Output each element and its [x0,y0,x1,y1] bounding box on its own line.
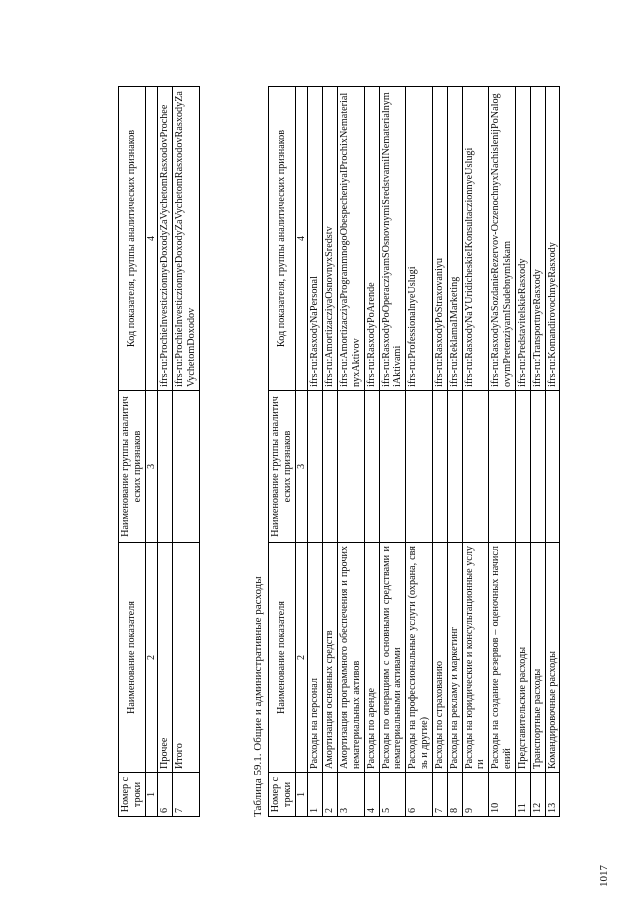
table-row [158,87,173,817]
column-index: 1 [145,773,158,817]
table-row [530,87,545,817]
header-indicator-name: Наименование показателя [269,543,296,773]
group-name [489,391,516,543]
indicator-code: ifrs-ru:PredstavitelskieRasxody [515,87,530,391]
table-header-row [269,87,296,817]
table-row [364,87,379,817]
header-code: Код показателя, группы аналитических признаков [119,87,146,391]
indicator-name: Расходы на профессиональные услуги (охрана, связь и другие) [406,543,433,773]
row-number: 7 [173,773,200,817]
table-row [379,87,406,817]
column-index: 3 [295,391,308,543]
header-row-number: Номер строки [119,773,146,817]
header-group-name: Наименование группы аналитических признаков [119,391,146,543]
indicator-code: ifrs-ru:TransportnyeRasxody [530,87,545,391]
indicator-code: ifrs-ru:AmortizacziyaProgrammnogoObespecheniyaIProchixNematerialnyxAktivov [338,87,365,391]
table-row [545,87,560,817]
group-name [173,391,200,543]
table-row [462,87,489,817]
row-number: 4 [364,773,379,817]
header-row-number: Номер строки [269,773,296,817]
header-code: Код показателя, группы аналитических признаков [269,87,296,391]
table-main-body [269,87,560,817]
header-indicator-name: Наименование показателя [119,543,146,773]
indicator-code: ifrs-ru:RasxodyNaPersonal [308,87,323,391]
table-header-row [119,87,146,817]
row-number: 13 [545,773,560,817]
row-number: 7 [432,773,447,817]
indicator-code: ifrs-ru:ReklamaIMarketing [447,87,462,391]
table-top [118,86,200,817]
column-index: 4 [145,87,158,391]
group-name [338,391,365,543]
group-name [545,391,560,543]
indicator-name: Расходы по аренде [364,543,379,773]
row-number: 3 [338,773,365,817]
indicator-name: Прочее [158,543,173,773]
group-name [406,391,433,543]
group-name [158,391,173,543]
indicator-name: Представительские расходы [515,543,530,773]
table-row [447,87,462,817]
column-index: 4 [295,87,308,391]
group-name [323,391,338,543]
group-name [515,391,530,543]
row-number: 9 [462,773,489,817]
row-number: 8 [447,773,462,817]
indicator-code: ifrs-ru:RasxodyPoStraxovaniyu [432,87,447,391]
group-name [364,391,379,543]
table-row [432,87,447,817]
row-number: 11 [515,773,530,817]
column-index-row [145,87,158,817]
table-row [489,87,516,817]
table-top-body [119,87,200,817]
group-name [462,391,489,543]
table-main [268,86,560,817]
column-index: 1 [295,773,308,817]
row-number: 6 [158,773,173,817]
table-row [308,87,323,817]
row-number: 6 [406,773,433,817]
indicator-code: ifrs-ru:RasxodyPoArende [364,87,379,391]
indicator-name: Расходы на персонал [308,543,323,773]
group-name [308,391,323,543]
table-row [338,87,365,817]
indicator-name: Итого [173,543,200,773]
indicator-code: ifrs-ru:RasxodyNaYUridicheskieIKonsultaczionnyeUslugi [462,87,489,391]
indicator-name: Амортизация программного обеспечения и прочих нематериальных активов [338,543,365,773]
indicator-name: Расходы на создание резервов – оценочных начислений [489,543,516,773]
indicator-name: Расходы по страхованию [432,543,447,773]
column-index-row [295,87,308,817]
table-row [173,87,200,817]
table-row [406,87,433,817]
row-number: 10 [489,773,516,817]
page-number: 1017 [598,865,610,887]
header-group-name: Наименование группы аналитических признаков [269,391,296,543]
indicator-code: ifrs-ru:AmortizacziyaOsnovnyxSredstv [323,87,338,391]
group-name [379,391,406,543]
row-number: 5 [379,773,406,817]
indicator-code: ifrs-ru:KomandirovochnyeRasxody [545,87,560,391]
group-name [447,391,462,543]
row-number: 12 [530,773,545,817]
column-index: 2 [145,543,158,773]
indicator-code: ifrs-ru:RasxodyNaSozdanieRezervov-OczenochnyxNachislenijPoNalogovymPretenziyamISudebnymIskam [489,87,516,391]
column-index: 3 [145,391,158,543]
row-number: 2 [323,773,338,817]
indicator-code: ifrs-ru:RasxodyPoOperacziyamSOsnovnymiSredstvamiINematerialnymiAktivami [379,87,406,391]
group-name [530,391,545,543]
indicator-code: ifrs-ru:ProchieInvesticzionnyeDoxodyZaVychetomRasxodovProchee [158,87,173,391]
row-number: 1 [308,773,323,817]
group-name [432,391,447,543]
indicator-name: Расходы на юридические и консультационные услуги [462,543,489,773]
indicator-name: Расходы на рекламу и маркетинг [447,543,462,773]
table-row [323,87,338,817]
table-row [515,87,530,817]
indicator-name: Расходы по операциям с основными средствами и нематериальными активами [379,543,406,773]
indicator-name: Амортизация основных средств [323,543,338,773]
indicator-code: ifrs-ru:ProchieInvesticzionnyeDoxodyZaVychetomRasxodovRasxodyZaVychetomDoxodov [173,87,200,391]
indicator-name: Транспортные расходы [530,543,545,773]
indicator-code: ifrs-ru:ProfessionalnyeUslugi [406,87,433,391]
column-index: 2 [295,543,308,773]
indicator-name: Командировочные расходы [545,543,560,773]
table-caption: Таблица 59.1. Общие и административные расходы [252,576,264,817]
